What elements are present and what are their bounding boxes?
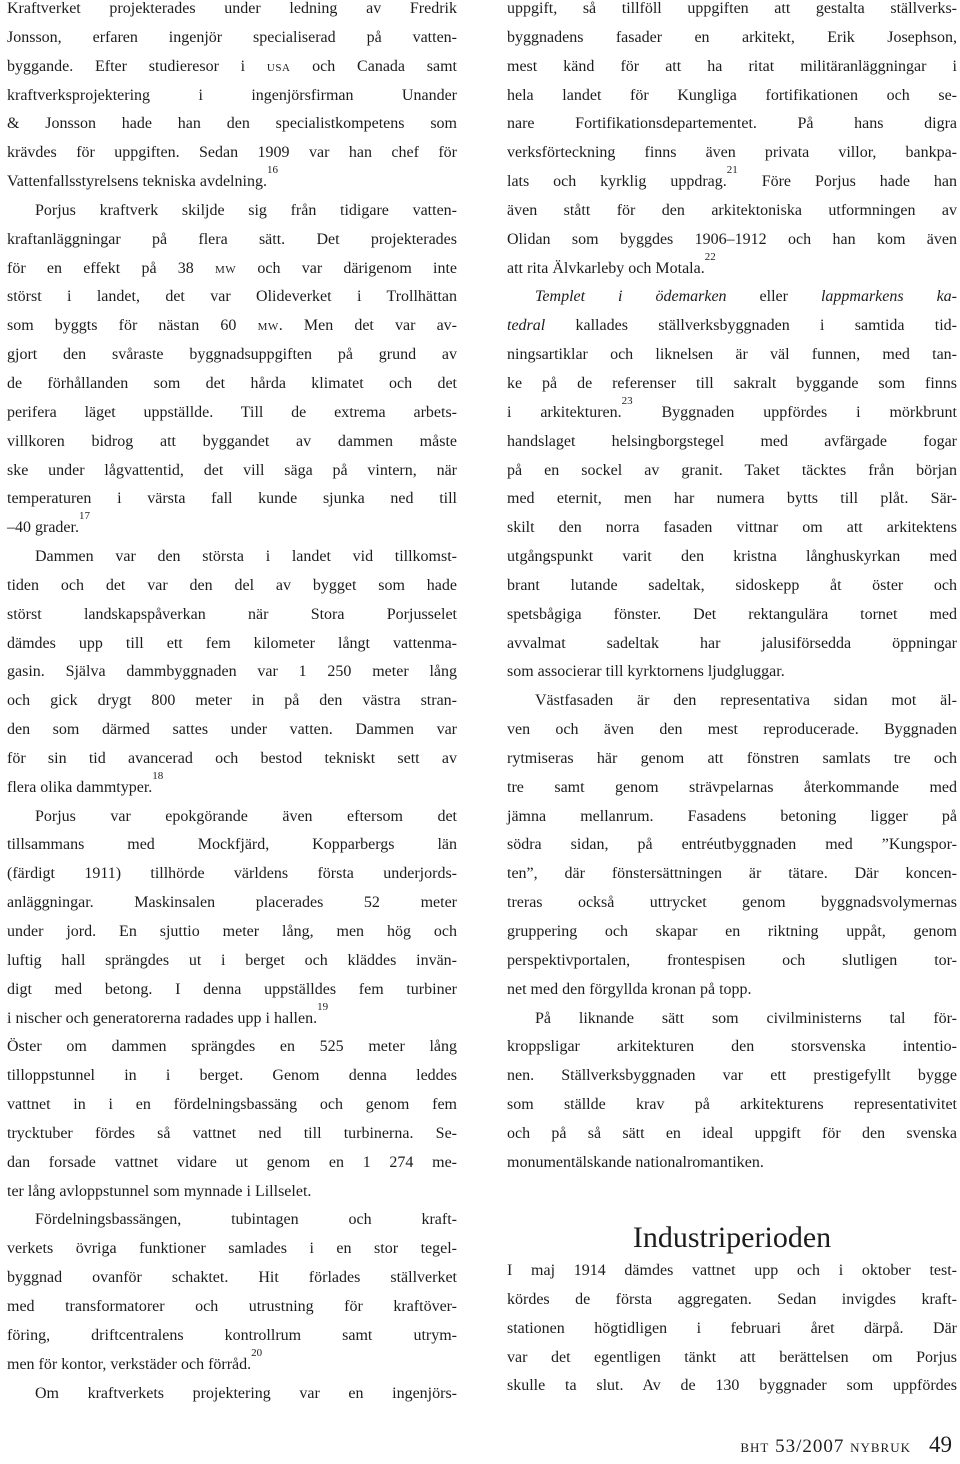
paragraph [507, 1010, 957, 1183]
footnote-ref: 19 [317, 1000, 329, 1013]
text-line: ter lång avloppstunnel som mynnade i Lillselet. [7, 1182, 312, 1200]
text-line: kraftverksprojektering i ingenjörsfirman Unander [7, 86, 457, 104]
text-line: Västfasaden är den representativa sidan mot äl- [535, 692, 957, 710]
footnote-ref: 22 [704, 250, 716, 263]
paragraph [7, 202, 457, 548]
text-line: ten”, där fönstersättningen är tätare. Där koncen- [507, 865, 957, 883]
right-column-continued [507, 1262, 957, 1406]
text-line: Templet i ödemarken eller lappmarkens ka- [535, 288, 957, 306]
text-line: dan forsade vattnet vidare ut genom en 1 274 me- [7, 1153, 457, 1171]
text-line: på en sockel av granit. Taket täcktes från början [507, 461, 957, 479]
text-line: störst i landet, det var Olideverket i Trollhättan [7, 288, 457, 306]
text-line: Om kraftverkets projektering var en ingenjörs- [35, 1384, 457, 1402]
text-line: Fördelningsbassängen, tubintagen och kraft- [35, 1211, 457, 1229]
paragraph [7, 808, 457, 1039]
text-line: lats och kyrklig uppdrag.$^{21}$ Före Porjus hade han [507, 164, 958, 191]
text-line: stationen högtidligen i februari året därpå. Där [507, 1319, 957, 1337]
text-line: Kraftverket projekterades under ledning av Fredrik [7, 0, 457, 17]
text-line: de förhållanden som det hårda klimatet och det [7, 374, 457, 392]
text-line: tilloppstunnel in i berget. Genom denna leddes [7, 1067, 457, 1085]
text-line: och gick drygt 800 meter in på den västra stran- [7, 692, 457, 710]
text-line: i nischer och generatorerna radades upp i hallen.$^{19}$ [7, 1000, 329, 1027]
text-line: På liknande sätt som civilministerns tal för- [535, 1009, 957, 1027]
paragraph [507, 692, 957, 1009]
left-column [7, 0, 457, 1413]
text-line: för en effekt på 38 mw och var därigenom inte [7, 259, 458, 277]
text-line: södra sidan, på entréutbyggnaden med ”Kungspor- [507, 836, 957, 854]
text-line: uppgift, så tillföll uppgiften att gestalta ställverks- [507, 0, 957, 17]
text-line: gasin. Själva dammbyggnaden var 1 250 meter lång [7, 663, 457, 681]
text-line: hela landet för Kungliga fortifikationen och se- [507, 86, 957, 104]
text-line: I maj 1914 dämdes vattnet upp och i oktober test- [507, 1262, 957, 1279]
text-line: anläggningar. Maskinsalen placerades 52 meter [7, 894, 457, 912]
text-line: vattnet in i en fördelningsbassäng och genom fem [7, 1096, 457, 1114]
text-line: rytmiseras här genom att fönstren samlats tre och [507, 749, 957, 767]
text-line: byggnad ovanför schaktet. Hit förlades ställverket [7, 1269, 457, 1287]
journal-reference: bht 53/2007 nybruk [740, 1436, 911, 1457]
text-line: temperaturen i värsta fall kunde sjunka ned till [7, 490, 457, 508]
text-line: som byggts för nästan 60 mw. Men det var av- [7, 317, 458, 335]
text-line: tiden och det var den del av bygget som hade [7, 576, 457, 594]
paragraph [7, 0, 457, 202]
footnote-ref: 21 [726, 164, 738, 177]
footnote-ref: 20 [251, 1346, 263, 1359]
text-line: byggnadens fasader en arkitekt, Erik Josephson, [507, 28, 957, 46]
text-line: gruppering och skapar en riktning uppåt, genom [507, 923, 957, 940]
right-column [507, 0, 957, 1183]
text-line: med eternit, men har numera bytts till plåt. Sär- [507, 490, 957, 508]
text-line: ke på de referenser till sakralt byggande som finns [507, 374, 957, 392]
text-line: perspektivportalen, frontespisen och slutligen tor- [507, 951, 957, 969]
text-line: kördes de första aggregaten. Sedan invigdes kraft- [507, 1290, 957, 1308]
paragraph [507, 288, 957, 692]
footnote-ref: 16 [266, 164, 278, 177]
paragraph [7, 1038, 457, 1211]
text-line: med transformatorer och utrustning för kraftöver- [7, 1297, 457, 1315]
text-line: föring, driftcentralens kontrollrum samt utrym- [7, 1326, 457, 1344]
footnote-ref: 23 [621, 394, 633, 407]
text-line: krävdes för uppgiften. Sedan 1909 var han chef för [7, 144, 457, 162]
text-line: Jonsson, erfaren ingenjör specialiserad på vatten- [7, 28, 457, 46]
text-line: kroppsligar arkitekturen den storsvenska intentio- [507, 1038, 957, 1056]
text-line: störst landskapspåverkan när Stora Porjusselet [7, 605, 457, 623]
text-line: Olidan som byggdes 1906–1912 och han kom även [507, 230, 957, 248]
text-line: handslaget helsingborgstegel med avfärgade fogar [507, 432, 957, 450]
text-line: var det egentligen tänkt att berättelsen om Porjus [507, 1348, 957, 1366]
text-line: dämdes upp till ett fem kilometer långt vattenma- [7, 634, 457, 652]
text-line: luftig hall sprängdes ut i berget och kläddes invän- [7, 951, 457, 969]
text-line: verkets övriga funktioner samlades i en stor tegel- [7, 1240, 457, 1258]
text-line: (färdigt 1911) tillhörde världens första underjords- [7, 865, 457, 883]
text-line: som associerar till kyrktornens ljudgluggar. [507, 663, 785, 681]
text-line: –40 grader.$^{17}$ [7, 510, 90, 537]
text-line: gjort den svåraste byggnadsuppgiften på grund av [7, 346, 457, 364]
footnote-ref: 17 [78, 510, 90, 523]
text-line: tedral kallades ställverksbyggnaden i samtida tid- [507, 317, 957, 335]
text-line: Vattenfallsstyrelsens tekniska avdelning.$^{16}$ [7, 164, 278, 191]
text-line: och på så sätt en ideal uppgift för den svenska [507, 1124, 957, 1142]
text-line: nare Fortifikationsdepartementet. På hans digra [507, 115, 957, 133]
text-line: skilt den norra fasaden vittnar om att arkitektens [507, 519, 957, 537]
text-line: för sin tid avancerad och bestod tekniskt sett av [7, 749, 457, 767]
text-line: i arkitekturen.$^{23}$ Byggnaden uppfördes i mörkbrunt [507, 394, 957, 421]
text-line: ningsartiklar och liknelsen är väl funnen, med tan- [507, 346, 957, 364]
page-footer [740, 1432, 952, 1458]
text-line: monumentälskande nationalromantiken. [507, 1153, 764, 1171]
text-line: den som därmed sattes under vatten. Dammen var [7, 721, 457, 739]
paragraph [7, 1385, 457, 1414]
page-number: 49 [929, 1432, 952, 1457]
text-line: utgångspunkt varit den kristna långhuskyrkan med [507, 548, 957, 566]
text-line: treras också uttrycket genom byggnadsvolymernas [507, 894, 957, 912]
paragraph [7, 548, 457, 808]
text-line: att rita Älvkarleby och Motala.$^{22}$ [507, 250, 716, 277]
text-line: villkoren bidrog att byggandet av dammen måste [7, 432, 457, 450]
text-line: även stått för den arkitektoniska utformningen av [507, 201, 957, 219]
text-line: avvalmat sadeltak har jalusiförsedda öppningar [507, 634, 957, 652]
text-line: skulle ta slut. Av de 130 byggnader som uppfördes [507, 1377, 957, 1395]
text-line: flera olika dammtyper.$^{18}$ [7, 769, 164, 796]
text-line: byggande. Efter studieresor i usa och Canada samt [7, 57, 457, 75]
paragraph [7, 1211, 457, 1384]
text-line: men för kontor, verkstäder och förråd.$^{20}$ [7, 1346, 263, 1373]
text-line: verksförteckning finns även privata villor, bankpa- [507, 144, 957, 162]
text-line: Porjus kraftverk skiljde sig från tidigare vatten- [35, 201, 457, 219]
text-line: Porjus var epokgörande även eftersom det [35, 807, 457, 825]
section-heading: Industriperioden [632, 1221, 832, 1254]
text-line: nen. Ställverksbyggnaden var ett prestigefyllt bygge [507, 1067, 957, 1085]
paragraph [507, 1262, 957, 1406]
text-line: under jord. En sjuttio meter lång, men hög och [7, 923, 457, 940]
text-line: mest känd för att ha ritat militäranläggningar i [507, 57, 957, 75]
text-line: spetsbågiga fönster. Det rektangulära tornet med [507, 605, 957, 623]
text-line: jämna mellanrum. Fasadens betoning ligger på [507, 807, 957, 825]
text-line: ske under lågvattentid, det vill säga på vintern, när [7, 461, 457, 479]
text-line: digt med betong. I denna uppställdes fem turbiner [7, 980, 457, 998]
text-line: tillsammans med Mockfjärd, Kopparbergs län [7, 836, 457, 854]
text-line: perifera läget uppställde. Till de extrema arbets- [7, 403, 457, 421]
text-line: brant lutande sadeltak, sidoskepp åt öster och [507, 576, 957, 594]
text-line: trycktuber fördes så vattnet ned till turbinerna. Se- [7, 1124, 457, 1142]
text-line: kraftanläggningar på flera sätt. Det projekterades [7, 230, 457, 248]
text-line: tre samt genom strävpelarnas återkommande med [507, 778, 957, 796]
text-line: & Jonsson hade han den specialistkompetens som [7, 115, 457, 133]
text-line: Öster om dammen sprängdes en 525 meter lång [7, 1038, 457, 1056]
text-line: net med den förgyllda kronan på topp. [507, 980, 752, 998]
paragraph [507, 0, 957, 288]
text-line: Dammen var den största i landet vid tillkomst- [35, 548, 457, 566]
text-line: ven och även den mest reproducerade. Byggnaden [507, 721, 957, 739]
text-line: som ställde krav på arkitekturens representativitet [507, 1096, 957, 1114]
footnote-ref: 18 [152, 769, 164, 782]
